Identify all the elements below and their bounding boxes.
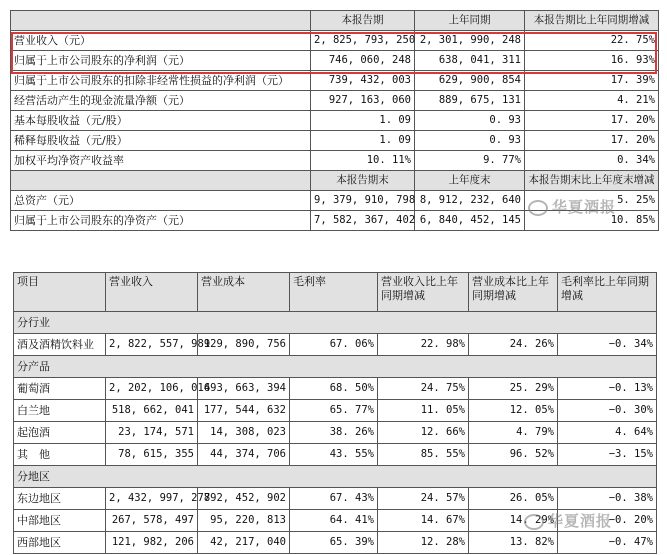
table-row (14, 400, 657, 422)
value-cell: 4. 21% (525, 91, 659, 111)
row-label: 总资产（元） (11, 191, 311, 211)
header-row (14, 273, 657, 312)
value-cell: 4. 79% (469, 422, 558, 444)
row-label: 基本每股收益（元/股） (11, 111, 311, 131)
column-header: 本报告期末比上年度末增减 (525, 171, 659, 191)
value-cell: 629, 900, 854 (415, 71, 525, 91)
value-cell: 24. 26% (469, 334, 558, 356)
value-cell: 889, 675, 131 (415, 91, 525, 111)
value-cell: 67. 43% (290, 488, 378, 510)
column-header: 上年同期 (415, 11, 525, 31)
row-label: 白兰地 (14, 400, 106, 422)
column-header: 营业收入 (106, 273, 198, 312)
row-label: 加权平均净资产收益率 (11, 151, 311, 171)
value-cell: 17. 39% (525, 71, 659, 91)
value-cell: −3. 15% (558, 444, 657, 466)
table-row (14, 422, 657, 444)
value-cell: 9, 379, 910, 798 (311, 191, 415, 211)
value-cell: 0. 93 (415, 111, 525, 131)
value-cell: 2, 202, 106, 014 (106, 378, 198, 400)
value-cell: −0. 13% (558, 378, 657, 400)
table-row (11, 31, 659, 51)
value-cell: 16. 93% (525, 51, 659, 71)
watermark-text: 华夏酒报 (552, 198, 617, 216)
value-cell: 4. 64% (558, 422, 657, 444)
segment-revenue-table (13, 272, 657, 554)
header-row (11, 11, 659, 31)
value-cell: 2, 822, 557, 981 (106, 334, 198, 356)
value-cell: 17. 20% (525, 111, 659, 131)
section-title: 分产品 (14, 356, 657, 378)
value-cell: −0. 38% (558, 488, 657, 510)
row-label: 葡萄酒 (14, 378, 106, 400)
value-cell: 96. 52% (469, 444, 558, 466)
value-cell: −0. 34% (558, 334, 657, 356)
table-row (14, 510, 657, 532)
value-cell: 42, 217, 040 (198, 532, 290, 554)
value-cell: 14. 67% (378, 510, 469, 532)
key-financials-table (10, 10, 659, 231)
value-cell: 65. 77% (290, 400, 378, 422)
value-cell: 11. 05% (378, 400, 469, 422)
value-cell: 23, 174, 571 (106, 422, 198, 444)
value-cell: 1. 09 (311, 111, 415, 131)
watermark-text: 华夏酒报 (548, 512, 613, 530)
value-cell: 929, 890, 756 (198, 334, 290, 356)
table-row (14, 488, 657, 510)
value-cell: 65. 39% (290, 532, 378, 554)
value-cell: 10. 11% (311, 151, 415, 171)
value-cell: 267, 578, 497 (106, 510, 198, 532)
value-cell: 13. 82% (469, 532, 558, 554)
value-cell: 739, 432, 003 (311, 71, 415, 91)
value-cell: 95, 220, 813 (198, 510, 290, 532)
section-row (14, 312, 657, 334)
value-cell: 26. 05% (469, 488, 558, 510)
value-cell: 5. 25% (525, 191, 659, 211)
value-cell: 38. 26% (290, 422, 378, 444)
table-row (14, 378, 657, 400)
value-cell: 121, 982, 206 (106, 532, 198, 554)
column-header: 营业成本 (198, 273, 290, 312)
value-cell: 8, 912, 232, 640 (415, 191, 525, 211)
row-label: 归属于上市公司股东的净利润（元） (11, 51, 311, 71)
value-cell: −0. 47% (558, 532, 657, 554)
column-header: 毛利率比上年同期增减 (558, 273, 657, 312)
row-label: 经营活动产生的现金流量净额（元） (11, 91, 311, 111)
value-cell: −0. 20% (558, 510, 657, 532)
row-label: 其 他 (14, 444, 106, 466)
column-header (11, 11, 311, 31)
table-row (11, 111, 659, 131)
value-cell: 78, 615, 355 (106, 444, 198, 466)
column-header: 本报告期比上年同期增减 (525, 11, 659, 31)
column-header: 本报告期 (311, 11, 415, 31)
value-cell: 927, 163, 060 (311, 91, 415, 111)
section-title: 分行业 (14, 312, 657, 334)
row-label: 起泡酒 (14, 422, 106, 444)
table-row (11, 51, 659, 71)
value-cell: 6, 840, 452, 145 (415, 211, 525, 231)
section-row (14, 466, 657, 488)
value-cell: 518, 662, 041 (106, 400, 198, 422)
row-label: 西部地区 (14, 532, 106, 554)
row-label: 稀释每股收益（元/股） (11, 131, 311, 151)
header-row (11, 171, 659, 191)
value-cell: 67. 06% (290, 334, 378, 356)
value-cell: 12. 28% (378, 532, 469, 554)
value-cell: 17. 20% (525, 131, 659, 151)
value-cell: 24. 57% (378, 488, 469, 510)
value-cell: 14, 308, 023 (198, 422, 290, 444)
row-label: 中部地区 (14, 510, 106, 532)
table-row (11, 71, 659, 91)
value-cell: 9. 77% (415, 151, 525, 171)
table-row (14, 334, 657, 356)
column-header: 毛利率 (290, 273, 378, 312)
column-header: 项目 (14, 273, 106, 312)
column-header: 本报告期末 (311, 171, 415, 191)
value-cell: 44, 374, 706 (198, 444, 290, 466)
value-cell: 2, 432, 997, 278 (106, 488, 198, 510)
value-cell: 2, 825, 793, 250 (311, 31, 415, 51)
row-label: 营业收入（元） (11, 31, 311, 51)
table-row (11, 131, 659, 151)
column-header: 上年度末 (415, 171, 525, 191)
row-label: 归属于上市公司股东的净资产（元） (11, 211, 311, 231)
value-cell: 693, 663, 394 (198, 378, 290, 400)
column-header: 营业收入比上年同期增减 (378, 273, 469, 312)
table-row (11, 211, 659, 231)
section-row (14, 356, 657, 378)
value-cell: 638, 041, 311 (415, 51, 525, 71)
value-cell: −0. 30% (558, 400, 657, 422)
column-header: 营业成本比上年同期增减 (469, 273, 558, 312)
value-cell: 746, 060, 248 (311, 51, 415, 71)
value-cell: 0. 93 (415, 131, 525, 151)
value-cell: 22. 98% (378, 334, 469, 356)
value-cell: 1. 09 (311, 131, 415, 151)
value-cell: 12. 05% (469, 400, 558, 422)
row-label: 归属于上市公司股东的扣除非经常性损益的净利润（元） (11, 71, 311, 91)
value-cell: 14. 29% (469, 510, 558, 532)
table-row (14, 532, 657, 554)
table-row (14, 444, 657, 466)
value-cell: 85. 55% (378, 444, 469, 466)
value-cell: 22. 75% (525, 31, 659, 51)
section-title: 分地区 (14, 466, 657, 488)
value-cell: 25. 29% (469, 378, 558, 400)
value-cell: 10. 85% (525, 211, 659, 231)
value-cell: 68. 50% (290, 378, 378, 400)
value-cell: 2, 301, 990, 248 (415, 31, 525, 51)
value-cell: 0. 34% (525, 151, 659, 171)
value-cell: 64. 41% (290, 510, 378, 532)
value-cell: 12. 66% (378, 422, 469, 444)
value-cell: 792, 452, 902 (198, 488, 290, 510)
value-cell: 7, 582, 367, 402 (311, 211, 415, 231)
table-row (11, 191, 659, 211)
table-row (11, 91, 659, 111)
row-label: 酒及酒精饮料业 (14, 334, 106, 356)
value-cell: 43. 55% (290, 444, 378, 466)
column-header (11, 171, 311, 191)
value-cell: 24. 75% (378, 378, 469, 400)
value-cell: 177, 544, 632 (198, 400, 290, 422)
row-label: 东边地区 (14, 488, 106, 510)
table-row (11, 151, 659, 171)
